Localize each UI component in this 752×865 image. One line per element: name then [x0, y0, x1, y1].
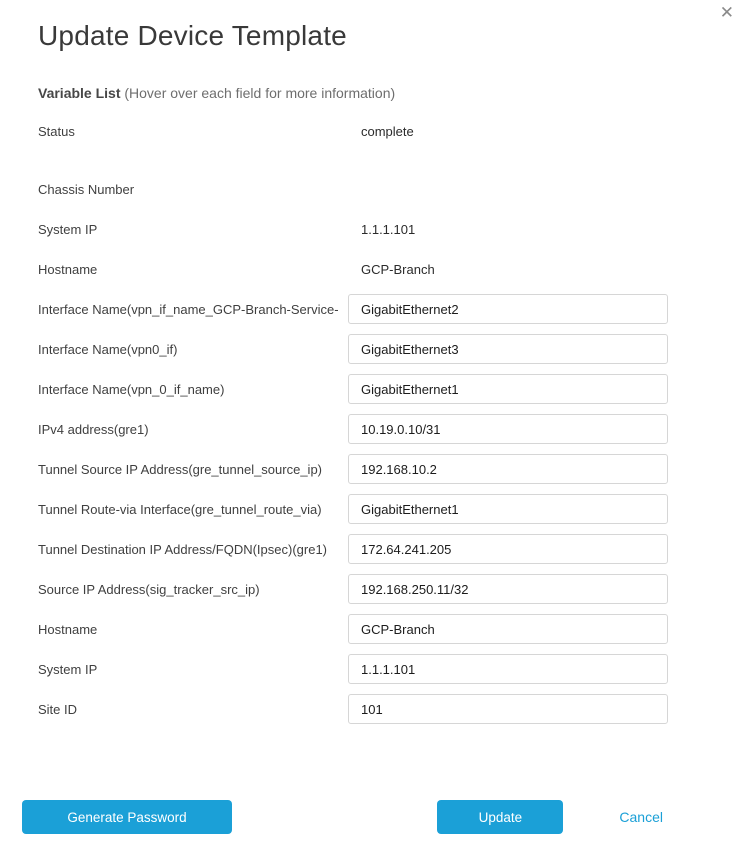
field-label: Hostname [38, 621, 98, 637]
tunnel-destination-ip-input[interactable] [348, 534, 668, 564]
field-row-system-ip [38, 209, 668, 249]
tunnel-route-via-input[interactable] [348, 494, 668, 524]
field-row-tunnel-route-via [38, 489, 668, 529]
field-value: complete [361, 123, 414, 139]
field-label: Interface Name(vpn0_if) [38, 341, 178, 357]
field-label: Tunnel Destination IP Address/FQDN(Ipsec)(gre1) [38, 541, 328, 557]
field-row-tunnel-destination-ip [38, 529, 668, 569]
field-label: Source IP Address(sig_tracker_src_ip) [38, 581, 260, 597]
field-row-interface-name-vpn0-if [38, 329, 668, 369]
ipv4-address-gre1-input[interactable] [348, 414, 668, 444]
variable-list-heading: Variable List [38, 85, 121, 101]
hostname-input[interactable] [348, 614, 668, 644]
field-label: Interface Name(vpn_0_if_name) [38, 381, 225, 397]
field-value: 1.1.1.101 [361, 221, 416, 237]
modal-footer [0, 800, 752, 834]
field-row-site-id [38, 689, 668, 729]
site-id-input[interactable] [348, 694, 668, 724]
field-label: Tunnel Source IP Address(gre_tunnel_source_ip) [38, 461, 323, 477]
cancel-button[interactable]: Cancel [619, 809, 663, 825]
tunnel-source-ip-input[interactable] [348, 454, 668, 484]
field-value: GCP-Branch [361, 261, 435, 277]
field-label: Site ID [38, 701, 78, 717]
field-row-ipv4-address-gre1 [38, 409, 668, 449]
field-row-interface-name-service [38, 289, 668, 329]
field-row-hostname [38, 249, 668, 289]
variable-list [38, 111, 668, 729]
field-row-chassis-number [38, 169, 668, 209]
interface-name-vpn0-if-input[interactable] [348, 334, 668, 364]
field-label: System IP [38, 221, 98, 237]
interface-name-vpn-0-if-name-input[interactable] [348, 374, 668, 404]
variable-list-hint: (Hover over each field for more information) [120, 85, 396, 101]
field-row-source-ip-tracker [38, 569, 668, 609]
field-row-system-ip-input [38, 649, 668, 689]
field-label: Hostname [38, 261, 98, 277]
field-row-status [38, 111, 668, 151]
variable-list-header [38, 85, 752, 101]
field-label: System IP [38, 661, 98, 677]
field-label: Chassis Number [38, 181, 135, 197]
field-label: Interface Name(vpn_if_name_GCP-Branch-Service- [38, 301, 339, 317]
source-ip-tracker-input[interactable] [348, 574, 668, 604]
update-button[interactable]: Update [437, 800, 563, 834]
system-ip-input[interactable] [348, 654, 668, 684]
interface-name-service-input[interactable] [348, 294, 668, 324]
field-row-tunnel-source-ip [38, 449, 668, 489]
field-label: IPv4 address(gre1) [38, 421, 149, 437]
field-label: Status [38, 123, 75, 139]
page-title: Update Device Template [38, 20, 347, 51]
field-label: Tunnel Route-via Interface(gre_tunnel_route_via) [38, 501, 322, 517]
field-row-interface-name-vpn-0-if-name [38, 369, 668, 409]
field-row-hostname-input [38, 609, 668, 649]
generate-password-button[interactable]: Generate Password [22, 800, 232, 834]
close-icon[interactable]: ✕ [719, 3, 734, 22]
